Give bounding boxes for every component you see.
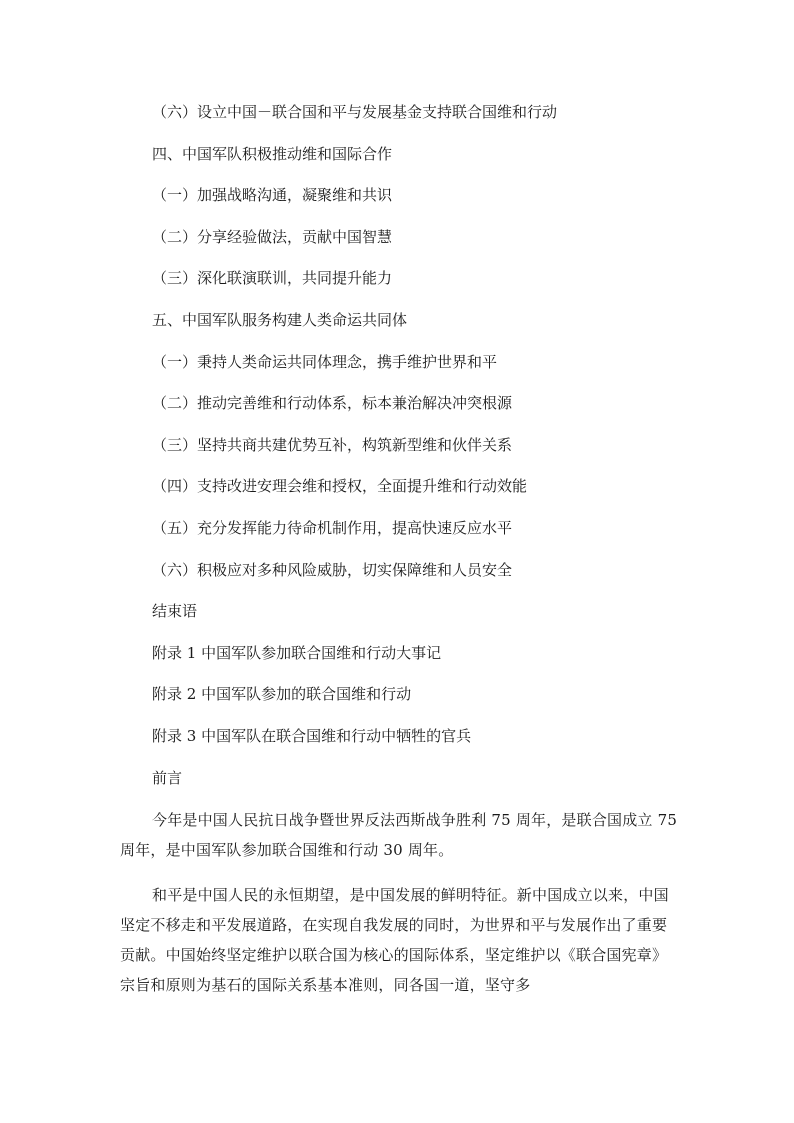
outline-item: （六）设立中国－联合国和平与发展基金支持联合国维和行动 <box>152 103 558 121</box>
outline-item: （三）深化联演联训，共同提升能力 <box>152 269 393 287</box>
outline-heading: 五、中国军队服务构建人类命运共同体 <box>152 311 408 329</box>
outline-item: （四）支持改进安理会维和授权，全面提升维和行动效能 <box>152 477 528 495</box>
outline-item: （五）充分发挥能力待命机制作用，提高快速反应水平 <box>152 519 513 537</box>
section-heading: 前言 <box>152 769 183 787</box>
outline-item: （一）秉持人类命运共同体理念，携手维护世界和平 <box>152 353 498 371</box>
outline-item: （二）分享经验做法，贡献中国智慧 <box>152 228 393 246</box>
outline-heading: 结束语 <box>152 602 198 620</box>
body-paragraph: 今年是中国人民抗日战争暨世界反法西斯战争胜利 75 周年，是联合国成立 75 周年，是中国军队参加联合国维和行动 30 周年。 <box>120 811 678 859</box>
outline-item: （三）坚持共商共建优势互补，构筑新型维和伙伴关系 <box>152 436 513 454</box>
outline-heading: 四、中国军队积极推动维和国际合作 <box>152 145 393 163</box>
appendix-item: 附录 3 中国军队在联合国维和行动中牺牲的官兵 <box>152 727 472 745</box>
outline-item: （二）推动完善维和行动体系，标本兼治解决冲突根源 <box>152 394 513 412</box>
appendix-item: 附录 1 中国军队参加联合国维和行动大事记 <box>152 644 442 662</box>
outline-item: （六）积极应对多种风险威胁，切实保障维和人员安全 <box>152 561 513 579</box>
outline-item: （一）加强战略沟通，凝聚维和共识 <box>152 186 393 204</box>
appendix-item: 附录 2 中国军队参加的联合国维和行动 <box>152 685 412 703</box>
body-paragraph: 和平是中国人民的永恒期望，是中国发展的鲜明特征。新中国成立以来，中国坚定不移走和平发展道路，在实现自我发展的同时，为世界和平与发展作出了重要贡献。中国始终坚定维护以联合国为核心的国际体系，坚定维护以《联合国宪章》宗旨和原则为基石的国际关系基本准则，同各国一道，坚守多 <box>120 886 669 994</box>
